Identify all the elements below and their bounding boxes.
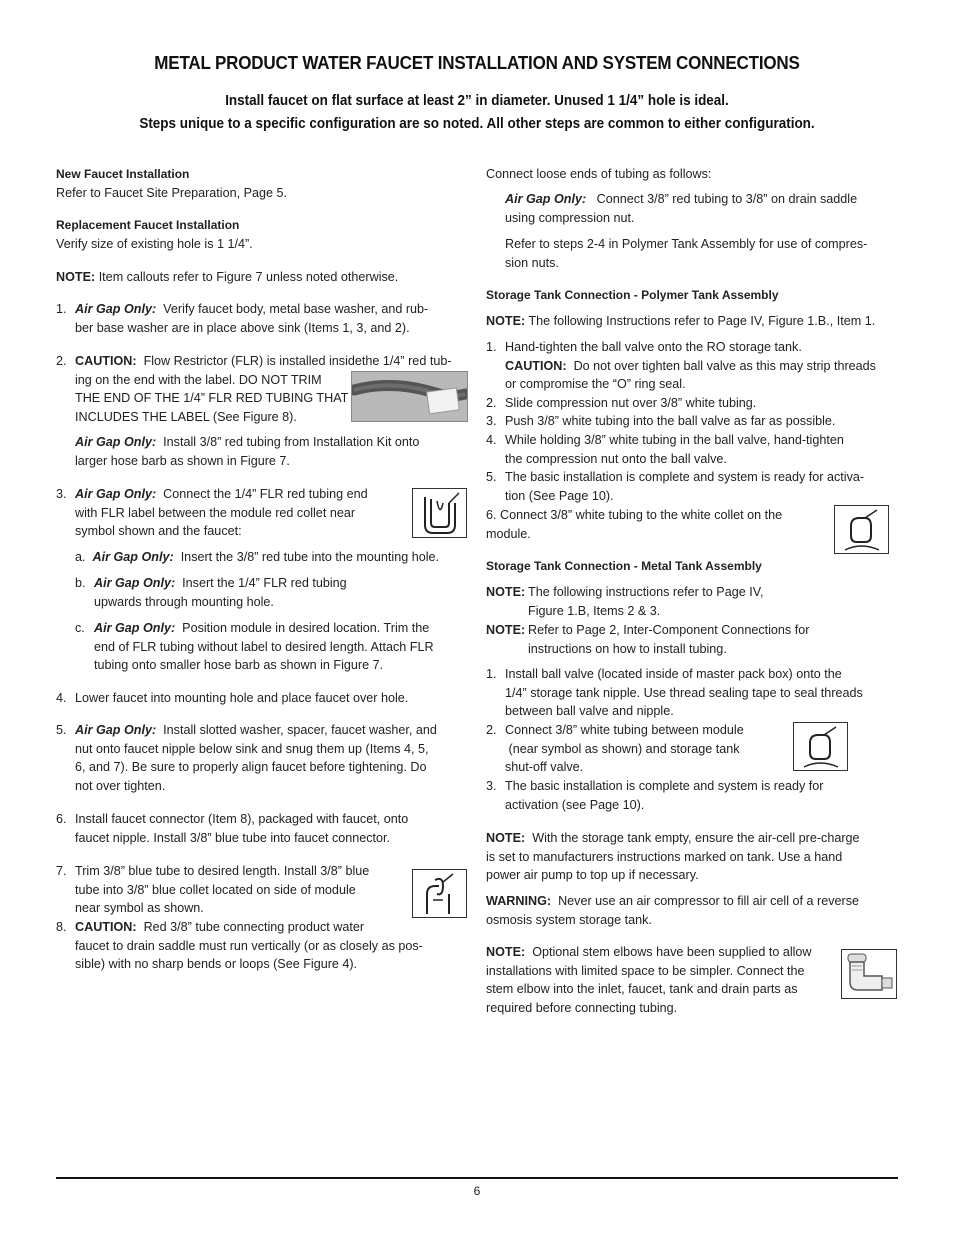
step-text: larger hose barb as shown in Figure 7. bbox=[75, 453, 290, 468]
subtitle-line-1: Install faucet on flat surface at least 2” in diameter. Unused 1 1/4” hole is ideal. bbox=[225, 93, 729, 109]
step-number: 6. bbox=[56, 812, 67, 826]
step-8 bbox=[56, 918, 476, 974]
left-column bbox=[56, 165, 476, 985]
note-label: NOTE: bbox=[56, 270, 96, 284]
note-label: NOTE: bbox=[486, 831, 526, 845]
blue-collet-symbol-icon bbox=[412, 869, 467, 918]
step-text: Install slotted washer, spacer, faucet washer, and bbox=[163, 723, 437, 737]
note-text: is set to manufacturers instructions marked on tank. Use a hand bbox=[486, 849, 843, 864]
poly-step-1 bbox=[486, 338, 901, 394]
metal-tank-heading: Storage Tank Connection - Metal Tank Assembly bbox=[486, 559, 762, 573]
step-text: module. bbox=[486, 526, 531, 541]
caution-label: CAUTION: bbox=[505, 358, 567, 373]
note-label: NOTE: bbox=[486, 585, 526, 599]
step-3a bbox=[75, 548, 475, 567]
step-2-air-gap bbox=[75, 433, 475, 470]
note-text: The following Instructions refer to Page IV, Figure 1.B., Item 1. bbox=[528, 314, 876, 328]
warning-text: Never use an air compressor to fill air cell of a reverse bbox=[558, 894, 860, 908]
subtitle-line-2: Steps unique to a specific configuration are so noted. All other steps are common to either configuration. bbox=[139, 116, 815, 132]
step-text: or compromise the “O” ring seal. bbox=[505, 377, 686, 392]
step-text: Connect 3/8” red tubing to 3/8” on drain saddle bbox=[596, 192, 858, 206]
stem-elbow-icon bbox=[841, 949, 897, 999]
substep-letter: c. bbox=[75, 621, 85, 635]
poly-step-3 bbox=[486, 412, 901, 431]
step-text: between ball valve and nipple. bbox=[505, 704, 674, 719]
air-gap-label: Air Gap Only: bbox=[75, 435, 157, 449]
step-text: Push 3/8” white tubing into the ball valve as far as possible. bbox=[505, 414, 836, 428]
note-text: Optional stem elbows have been supplied to allow bbox=[532, 945, 812, 959]
note-callouts bbox=[56, 268, 398, 287]
step-text: nut onto faucet nipple below sink and snug them up (Items 4, 5, bbox=[75, 741, 429, 756]
step-text: using compression nut. bbox=[505, 210, 635, 225]
stem-elbow-note bbox=[486, 943, 841, 1017]
step-text: sion nuts. bbox=[505, 255, 559, 270]
step-text: Lower faucet into mounting hole and place faucet over hole. bbox=[75, 691, 409, 705]
step-text: upwards through mounting hole. bbox=[94, 594, 274, 609]
step-number: 2. bbox=[56, 354, 67, 368]
poly-step-4 bbox=[486, 431, 901, 468]
note-label: NOTE: bbox=[486, 623, 526, 637]
note-text: required before connecting tubing. bbox=[486, 1000, 678, 1015]
step-text: 6, and 7). Be sure to properly align faucet before tightening. Do bbox=[75, 760, 427, 775]
right-column bbox=[486, 165, 901, 1025]
storage-tank-symbol-icon bbox=[793, 722, 848, 771]
metal-step-3 bbox=[486, 777, 901, 814]
air-gap-label: Air Gap Only: bbox=[75, 723, 157, 737]
step-5 bbox=[56, 721, 476, 795]
note-text: Item callouts refer to Figure 7 unless noted otherwise. bbox=[98, 270, 399, 284]
note-label: NOTE: bbox=[486, 945, 526, 959]
step-text: sible) with no sharp bends or loops (See Figure 4). bbox=[75, 957, 358, 972]
step-text: shut-off valve. bbox=[505, 760, 584, 775]
air-gap-label: Air Gap Only: bbox=[505, 192, 587, 206]
page-title: METAL PRODUCT WATER FAUCET INSTALLATION AND SYSTEM CONNECTIONS bbox=[154, 52, 800, 73]
step-text: end of FLR tubing without label to desired length. Attach FLR bbox=[94, 639, 434, 654]
note-label: NOTE: bbox=[486, 314, 526, 328]
warning bbox=[486, 892, 901, 929]
note-text: With the storage tank empty, ensure the air-cell pre-charge bbox=[532, 831, 860, 845]
step-number: 7. bbox=[56, 864, 67, 878]
step-text: faucet to drain saddle must run vertically (or as closely as pos- bbox=[75, 938, 423, 953]
step-text: ing on the end with the label. DO NOT TRIM bbox=[75, 372, 322, 387]
new-faucet-text: Refer to Faucet Site Preparation, Page 5. bbox=[56, 186, 288, 200]
step-text: Hand-tighten the ball valve onto the RO storage tank. bbox=[505, 340, 802, 354]
note-text: instructions on how to install tubing. bbox=[528, 641, 727, 656]
red-collet-symbol-icon bbox=[412, 488, 467, 538]
air-gap-label: Air Gap Only: bbox=[94, 621, 176, 635]
step-text: tube into 3/8” blue collet located on side of module bbox=[75, 882, 356, 897]
note-text: The following instructions refer to Page IV, bbox=[528, 585, 764, 599]
connect-intro: Connect loose ends of tubing as follows: bbox=[486, 167, 712, 181]
step-text: ber base washer are in place above sink (Items 1, 3, and 2). bbox=[75, 320, 410, 335]
flr-tubing-photo bbox=[351, 371, 468, 422]
air-gap-label: Air Gap Only: bbox=[94, 576, 176, 590]
step-text: The basic installation is complete and system is ready for bbox=[505, 779, 824, 793]
step-6 bbox=[56, 810, 476, 847]
note-text: installations with limited space to be simpler. Connect the bbox=[486, 963, 805, 978]
step-text: Slide compression nut over 3/8” white tubing. bbox=[505, 396, 757, 410]
step-text: THE END OF THE 1/4” FLR RED TUBING THAT bbox=[75, 391, 349, 406]
step-text: Position module in desired location. Trim the bbox=[182, 621, 430, 635]
footer-rule bbox=[56, 1177, 898, 1179]
replacement-text: Verify size of existing hole is 1 1/4”. bbox=[56, 237, 253, 251]
step-text: tion (See Page 10). bbox=[505, 488, 614, 503]
caution-label: CAUTION: bbox=[75, 920, 137, 934]
step-text: 6. Connect 3/8” white tubing to the white collet on the bbox=[486, 508, 783, 522]
step-text: symbol shown and the faucet: bbox=[75, 524, 242, 539]
step-number: 1. bbox=[56, 302, 67, 316]
step-number: 1. bbox=[486, 340, 497, 354]
polymer-tank-heading: Storage Tank Connection - Polymer Tank Assembly bbox=[486, 288, 779, 302]
tubing-image-icon bbox=[352, 372, 467, 421]
step-number: 1. bbox=[486, 667, 497, 681]
step-text: Connect 3/8” white tubing between module bbox=[505, 723, 744, 737]
step-text: Insert the 1/4” FLR red tubing bbox=[182, 576, 347, 590]
air-gap-label: Air Gap Only: bbox=[75, 302, 157, 316]
metal-note-2 bbox=[486, 621, 901, 658]
step-3b bbox=[75, 574, 475, 611]
step-number: 5. bbox=[56, 723, 67, 737]
step-text: INCLUDES THE LABEL (See Figure 8). bbox=[75, 409, 297, 424]
step-number: 4. bbox=[56, 691, 67, 705]
step-number: 4. bbox=[486, 433, 497, 447]
air-gap-label: Air Gap Only: bbox=[75, 487, 157, 501]
step-text: Flow Restrictor (FLR) is installed insidethe 1/4” red tub- bbox=[143, 354, 452, 368]
step-text: faucet nipple. Install 3/8” blue tube into faucet connector. bbox=[75, 830, 391, 845]
step-text: While holding 3/8” white tubing in the ball valve, hand-tighten bbox=[505, 433, 844, 447]
step-4 bbox=[56, 689, 476, 708]
step-text: Connect the 1/4” FLR red tubing end bbox=[163, 487, 368, 501]
metal-step-1 bbox=[486, 665, 901, 721]
step-text: Do not over tighten ball valve as this may strip threads bbox=[573, 358, 876, 373]
step-text: the compression nut onto the ball valve. bbox=[505, 451, 727, 466]
step-text: Verify faucet body, metal base washer, and rub- bbox=[163, 302, 429, 316]
air-cell-note bbox=[486, 829, 901, 885]
step-text: activation (see Page 10). bbox=[505, 797, 645, 812]
caution-label: CAUTION: bbox=[75, 354, 137, 368]
warning-label: WARNING: bbox=[486, 894, 552, 908]
poly-step-2 bbox=[486, 394, 901, 413]
step-text: Refer to steps 2-4 in Polymer Tank Assembly for use of compres- bbox=[505, 237, 868, 251]
step-1 bbox=[56, 300, 476, 337]
step-text: 1/4” storage tank nipple. Use thread sealing tape to seal threads bbox=[505, 685, 863, 700]
note-text: power air pump to top up if necessary. bbox=[486, 868, 699, 883]
step-text: Install ball valve (located inside of master pack box) onto the bbox=[505, 667, 842, 681]
page-number: 6 bbox=[473, 1184, 481, 1198]
step-number: 8. bbox=[56, 920, 67, 934]
metal-note-1 bbox=[486, 583, 901, 620]
refer-steps-text bbox=[505, 235, 900, 272]
warning-text: osmosis system storage tank. bbox=[486, 912, 652, 927]
step-text: Trim 3/8” blue tube to desired length. Install 3/8” blue bbox=[75, 864, 370, 878]
step-number: 3. bbox=[486, 779, 497, 793]
replacement-heading: Replacement Faucet Installation bbox=[56, 218, 240, 232]
step-text: near symbol as shown. bbox=[75, 901, 204, 916]
step-text: Install 3/8” red tubing from Installation Kit onto bbox=[163, 435, 420, 449]
note-text: Figure 1.B, Items 2 & 3. bbox=[528, 603, 661, 618]
step-text: The basic installation is complete and system is ready for activa- bbox=[505, 470, 865, 484]
step-number: 2. bbox=[486, 723, 497, 737]
step-number: 2. bbox=[486, 396, 497, 410]
air-gap-drain-saddle bbox=[505, 190, 900, 227]
step-3c bbox=[75, 619, 475, 675]
step-text: not over tighten. bbox=[75, 778, 166, 793]
step-text: (near symbol as shown) and storage tank bbox=[508, 741, 740, 756]
step-number: 3. bbox=[486, 414, 497, 428]
white-collet-symbol-icon bbox=[834, 505, 889, 554]
step-text: Insert the 3/8” red tube into the mounting hole. bbox=[180, 550, 440, 564]
metal-step-2 bbox=[486, 721, 786, 777]
step-text: Red 3/8” tube connecting product water bbox=[143, 920, 365, 934]
poly-step-6 bbox=[486, 506, 826, 543]
step-text: tubing onto smaller hose barb as shown in Figure 7. bbox=[94, 658, 384, 673]
step-text: Install faucet connector (Item 8), packaged with faucet, onto bbox=[75, 812, 409, 826]
air-gap-label: Air Gap Only: bbox=[92, 550, 174, 564]
step-number: 5. bbox=[486, 470, 497, 484]
poly-step-5 bbox=[486, 468, 901, 505]
step-text: with FLR label between the module red collet near bbox=[75, 505, 356, 520]
note-text: stem elbow into the inlet, faucet, tank and drain parts as bbox=[486, 982, 798, 997]
new-faucet-heading: New Faucet Installation bbox=[56, 167, 190, 181]
polymer-note bbox=[486, 312, 875, 331]
step-number: 3. bbox=[56, 487, 67, 501]
substep-letter: a. bbox=[75, 550, 86, 564]
note-text: Refer to Page 2, Inter-Component Connections for bbox=[528, 623, 810, 637]
substep-letter: b. bbox=[75, 576, 86, 590]
